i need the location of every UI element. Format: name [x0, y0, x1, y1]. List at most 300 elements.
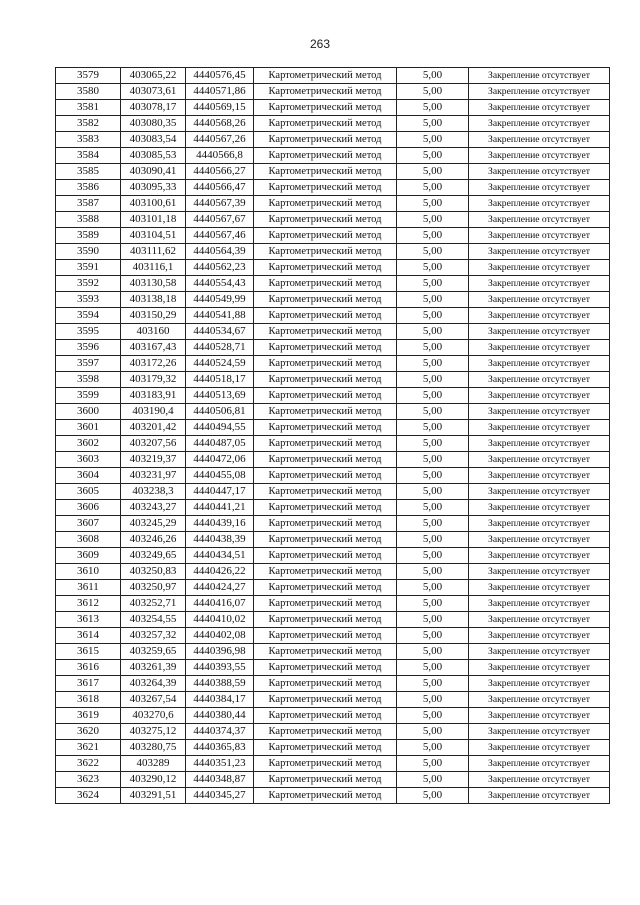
point-number-cell: 3602 — [56, 436, 121, 452]
table-row — [56, 788, 610, 804]
fixation-cell: Закрепление отсутствует — [469, 724, 610, 740]
table-row — [56, 148, 610, 164]
error-cell: 5,00 — [397, 660, 469, 676]
point-number-cell: 3591 — [56, 260, 121, 276]
page-number: 263 — [309, 37, 331, 51]
method-cell: Картометрический метод — [254, 356, 397, 372]
fixation-cell: Закрепление отсутствует — [469, 692, 610, 708]
error-cell: 5,00 — [397, 292, 469, 308]
x-coordinate-cell: 403201,42 — [121, 420, 186, 436]
point-number-cell: 3580 — [56, 84, 121, 100]
point-number-cell: 3621 — [56, 740, 121, 756]
point-number-cell: 3590 — [56, 244, 121, 260]
point-number-cell: 3581 — [56, 100, 121, 116]
x-coordinate-cell: 403138,18 — [121, 292, 186, 308]
fixation-cell: Закрепление отсутствует — [469, 324, 610, 340]
point-number-cell: 3603 — [56, 452, 121, 468]
point-number-cell: 3592 — [56, 276, 121, 292]
table-row — [56, 132, 610, 148]
error-cell: 5,00 — [397, 580, 469, 596]
table-row — [56, 628, 610, 644]
fixation-cell: Закрепление отсутствует — [469, 468, 610, 484]
table-row — [56, 772, 610, 788]
y-coordinate-cell: 4440566,27 — [186, 164, 254, 180]
method-cell: Картометрический метод — [254, 708, 397, 724]
point-number-cell: 3586 — [56, 180, 121, 196]
table-row — [56, 276, 610, 292]
table-row — [56, 580, 610, 596]
y-coordinate-cell: 4440567,46 — [186, 228, 254, 244]
x-coordinate-cell: 403280,75 — [121, 740, 186, 756]
x-coordinate-cell: 403179,32 — [121, 372, 186, 388]
y-coordinate-cell: 4440438,39 — [186, 532, 254, 548]
method-cell: Картометрический метод — [254, 324, 397, 340]
error-cell: 5,00 — [397, 244, 469, 260]
y-coordinate-cell: 4440487,05 — [186, 436, 254, 452]
y-coordinate-cell: 4440351,23 — [186, 756, 254, 772]
error-cell: 5,00 — [397, 484, 469, 500]
x-coordinate-cell: 403245,29 — [121, 516, 186, 532]
table-row — [56, 452, 610, 468]
table-row — [56, 404, 610, 420]
point-number-cell: 3606 — [56, 500, 121, 516]
table-row — [56, 84, 610, 100]
table-row — [56, 164, 610, 180]
table-row — [56, 756, 610, 772]
y-coordinate-cell: 4440567,39 — [186, 196, 254, 212]
x-coordinate-cell: 403257,32 — [121, 628, 186, 644]
fixation-cell: Закрепление отсутствует — [469, 548, 610, 564]
fixation-cell: Закрепление отсутствует — [469, 308, 610, 324]
x-coordinate-cell: 403172,26 — [121, 356, 186, 372]
y-coordinate-cell: 4440567,26 — [186, 132, 254, 148]
error-cell: 5,00 — [397, 276, 469, 292]
method-cell: Картометрический метод — [254, 564, 397, 580]
method-cell: Картометрический метод — [254, 756, 397, 772]
fixation-cell: Закрепление отсутствует — [469, 276, 610, 292]
y-coordinate-cell: 4440426,22 — [186, 564, 254, 580]
fixation-cell: Закрепление отсутствует — [469, 708, 610, 724]
x-coordinate-cell: 403238,3 — [121, 484, 186, 500]
method-cell: Картометрический метод — [254, 548, 397, 564]
method-cell: Картометрический метод — [254, 660, 397, 676]
method-cell: Картометрический метод — [254, 372, 397, 388]
y-coordinate-cell: 4440566,47 — [186, 180, 254, 196]
error-cell: 5,00 — [397, 676, 469, 692]
fixation-cell: Закрепление отсутствует — [469, 644, 610, 660]
method-cell: Картометрический метод — [254, 628, 397, 644]
method-cell: Картометрический метод — [254, 260, 397, 276]
method-cell: Картометрический метод — [254, 388, 397, 404]
y-coordinate-cell: 4440374,37 — [186, 724, 254, 740]
y-coordinate-cell: 4440348,87 — [186, 772, 254, 788]
x-coordinate-cell: 403231,97 — [121, 468, 186, 484]
table-row — [56, 596, 610, 612]
error-cell: 5,00 — [397, 228, 469, 244]
x-coordinate-cell: 403130,58 — [121, 276, 186, 292]
x-coordinate-cell: 403116,1 — [121, 260, 186, 276]
method-cell: Картометрический метод — [254, 340, 397, 356]
point-number-cell: 3623 — [56, 772, 121, 788]
x-coordinate-cell: 403275,12 — [121, 724, 186, 740]
method-cell: Картометрический метод — [254, 692, 397, 708]
fixation-cell: Закрепление отсутствует — [469, 740, 610, 756]
method-cell: Картометрический метод — [254, 116, 397, 132]
y-coordinate-cell: 4440506,81 — [186, 404, 254, 420]
error-cell: 5,00 — [397, 212, 469, 228]
y-coordinate-cell: 4440566,8 — [186, 148, 254, 164]
error-cell: 5,00 — [397, 628, 469, 644]
method-cell: Картометрический метод — [254, 436, 397, 452]
fixation-cell: Закрепление отсутствует — [469, 564, 610, 580]
point-number-cell: 3609 — [56, 548, 121, 564]
fixation-cell: Закрепление отсутствует — [469, 228, 610, 244]
table-row — [56, 516, 610, 532]
x-coordinate-cell: 403190,4 — [121, 404, 186, 420]
method-cell: Картометрический метод — [254, 132, 397, 148]
x-coordinate-cell: 403219,37 — [121, 452, 186, 468]
error-cell: 5,00 — [397, 420, 469, 436]
method-cell: Картометрический метод — [254, 404, 397, 420]
error-cell: 5,00 — [397, 164, 469, 180]
point-number-cell: 3579 — [56, 68, 121, 84]
y-coordinate-cell: 4440576,45 — [186, 68, 254, 84]
y-coordinate-cell: 4440562,23 — [186, 260, 254, 276]
point-number-cell: 3600 — [56, 404, 121, 420]
x-coordinate-cell: 403095,33 — [121, 180, 186, 196]
method-cell: Картометрический метод — [254, 164, 397, 180]
table-row — [56, 676, 610, 692]
fixation-cell: Закрепление отсутствует — [469, 484, 610, 500]
method-cell: Картометрический метод — [254, 244, 397, 260]
x-coordinate-cell: 403246,26 — [121, 532, 186, 548]
y-coordinate-cell: 4440393,55 — [186, 660, 254, 676]
fixation-cell: Закрепление отсутствует — [469, 68, 610, 84]
x-coordinate-cell: 403078,17 — [121, 100, 186, 116]
x-coordinate-cell: 403073,61 — [121, 84, 186, 100]
point-number-cell: 3598 — [56, 372, 121, 388]
method-cell: Картометрический метод — [254, 516, 397, 532]
error-cell: 5,00 — [397, 180, 469, 196]
point-number-cell: 3594 — [56, 308, 121, 324]
y-coordinate-cell: 4440365,83 — [186, 740, 254, 756]
point-number-cell: 3595 — [56, 324, 121, 340]
table-row — [56, 644, 610, 660]
fixation-cell: Закрепление отсутствует — [469, 420, 610, 436]
y-coordinate-cell: 4440541,88 — [186, 308, 254, 324]
x-coordinate-cell: 403261,39 — [121, 660, 186, 676]
fixation-cell: Закрепление отсутствует — [469, 612, 610, 628]
point-number-cell: 3614 — [56, 628, 121, 644]
point-number-cell: 3601 — [56, 420, 121, 436]
table-row — [56, 660, 610, 676]
method-cell: Картометрический метод — [254, 212, 397, 228]
error-cell: 5,00 — [397, 372, 469, 388]
fixation-cell: Закрепление отсутствует — [469, 260, 610, 276]
fixation-cell: Закрепление отсутствует — [469, 452, 610, 468]
fixation-cell: Закрепление отсутствует — [469, 180, 610, 196]
x-coordinate-cell: 403291,51 — [121, 788, 186, 804]
y-coordinate-cell: 4440472,06 — [186, 452, 254, 468]
fixation-cell: Закрепление отсутствует — [469, 148, 610, 164]
table-row — [56, 548, 610, 564]
error-cell: 5,00 — [397, 468, 469, 484]
point-number-cell: 3588 — [56, 212, 121, 228]
fixation-cell: Закрепление отсутствует — [469, 596, 610, 612]
x-coordinate-cell: 403080,35 — [121, 116, 186, 132]
y-coordinate-cell: 4440534,67 — [186, 324, 254, 340]
method-cell: Картометрический метод — [254, 276, 397, 292]
table-row — [56, 228, 610, 244]
fixation-cell: Закрепление отсутствует — [469, 340, 610, 356]
method-cell: Картометрический метод — [254, 772, 397, 788]
table-row — [56, 420, 610, 436]
x-coordinate-cell: 403104,51 — [121, 228, 186, 244]
y-coordinate-cell: 4440564,39 — [186, 244, 254, 260]
fixation-cell: Закрепление отсутствует — [469, 164, 610, 180]
y-coordinate-cell: 4440569,15 — [186, 100, 254, 116]
y-coordinate-cell: 4440388,59 — [186, 676, 254, 692]
point-number-cell: 3615 — [56, 644, 121, 660]
point-number-cell: 3582 — [56, 116, 121, 132]
table-row — [56, 116, 610, 132]
point-number-cell: 3583 — [56, 132, 121, 148]
method-cell: Картометрический метод — [254, 292, 397, 308]
point-number-cell: 3596 — [56, 340, 121, 356]
y-coordinate-cell: 4440549,99 — [186, 292, 254, 308]
method-cell: Картометрический метод — [254, 500, 397, 516]
fixation-cell: Закрепление отсутствует — [469, 244, 610, 260]
method-cell: Картометрический метод — [254, 100, 397, 116]
fixation-cell: Закрепление отсутствует — [469, 292, 610, 308]
y-coordinate-cell: 4440455,08 — [186, 468, 254, 484]
x-coordinate-cell: 403090,41 — [121, 164, 186, 180]
x-coordinate-cell: 403085,53 — [121, 148, 186, 164]
table-row — [56, 612, 610, 628]
point-number-cell: 3611 — [56, 580, 121, 596]
error-cell: 5,00 — [397, 388, 469, 404]
table-row — [56, 244, 610, 260]
point-number-cell: 3610 — [56, 564, 121, 580]
error-cell: 5,00 — [397, 500, 469, 516]
x-coordinate-cell: 403270,6 — [121, 708, 186, 724]
point-number-cell: 3605 — [56, 484, 121, 500]
point-number-cell: 3622 — [56, 756, 121, 772]
table-row — [56, 292, 610, 308]
point-number-cell: 3613 — [56, 612, 121, 628]
error-cell: 5,00 — [397, 100, 469, 116]
y-coordinate-cell: 4440554,43 — [186, 276, 254, 292]
error-cell: 5,00 — [397, 132, 469, 148]
table-row — [56, 372, 610, 388]
y-coordinate-cell: 4440447,17 — [186, 484, 254, 500]
method-cell: Картометрический метод — [254, 68, 397, 84]
point-number-cell: 3599 — [56, 388, 121, 404]
x-coordinate-cell: 403264,39 — [121, 676, 186, 692]
error-cell: 5,00 — [397, 356, 469, 372]
x-coordinate-cell: 403207,56 — [121, 436, 186, 452]
error-cell: 5,00 — [397, 532, 469, 548]
y-coordinate-cell: 4440384,17 — [186, 692, 254, 708]
fixation-cell: Закрепление отсутствует — [469, 404, 610, 420]
fixation-cell: Закрепление отсутствует — [469, 132, 610, 148]
error-cell: 5,00 — [397, 724, 469, 740]
point-number-cell: 3597 — [56, 356, 121, 372]
error-cell: 5,00 — [397, 740, 469, 756]
method-cell: Картометрический метод — [254, 468, 397, 484]
error-cell: 5,00 — [397, 260, 469, 276]
table-row — [56, 468, 610, 484]
point-number-cell: 3617 — [56, 676, 121, 692]
point-number-cell: 3584 — [56, 148, 121, 164]
point-number-cell: 3619 — [56, 708, 121, 724]
x-coordinate-cell: 403183,91 — [121, 388, 186, 404]
method-cell: Картометрический метод — [254, 532, 397, 548]
y-coordinate-cell: 4440571,86 — [186, 84, 254, 100]
x-coordinate-cell: 403167,43 — [121, 340, 186, 356]
point-number-cell: 3620 — [56, 724, 121, 740]
method-cell: Картометрический метод — [254, 740, 397, 756]
fixation-cell: Закрепление отсутствует — [469, 756, 610, 772]
fixation-cell: Закрепление отсутствует — [469, 212, 610, 228]
table-row — [56, 68, 610, 84]
x-coordinate-cell: 403101,18 — [121, 212, 186, 228]
error-cell: 5,00 — [397, 644, 469, 660]
x-coordinate-cell: 403249,65 — [121, 548, 186, 564]
error-cell: 5,00 — [397, 548, 469, 564]
y-coordinate-cell: 4440528,71 — [186, 340, 254, 356]
y-coordinate-cell: 4440416,07 — [186, 596, 254, 612]
x-coordinate-cell: 403290,12 — [121, 772, 186, 788]
method-cell: Картометрический метод — [254, 84, 397, 100]
table-row — [56, 740, 610, 756]
x-coordinate-cell: 403150,29 — [121, 308, 186, 324]
point-number-cell: 3624 — [56, 788, 121, 804]
x-coordinate-cell: 403289 — [121, 756, 186, 772]
error-cell: 5,00 — [397, 436, 469, 452]
table-row — [56, 436, 610, 452]
y-coordinate-cell: 4440518,17 — [186, 372, 254, 388]
y-coordinate-cell: 4440424,27 — [186, 580, 254, 596]
x-coordinate-cell: 403083,54 — [121, 132, 186, 148]
x-coordinate-cell: 403160 — [121, 324, 186, 340]
y-coordinate-cell: 4440380,44 — [186, 708, 254, 724]
point-number-cell: 3585 — [56, 164, 121, 180]
y-coordinate-cell: 4440396,98 — [186, 644, 254, 660]
point-number-cell: 3618 — [56, 692, 121, 708]
y-coordinate-cell: 4440345,27 — [186, 788, 254, 804]
y-coordinate-cell: 4440439,16 — [186, 516, 254, 532]
point-number-cell: 3593 — [56, 292, 121, 308]
table-row — [56, 388, 610, 404]
table-row — [56, 212, 610, 228]
error-cell: 5,00 — [397, 708, 469, 724]
x-coordinate-cell: 403065,22 — [121, 68, 186, 84]
error-cell: 5,00 — [397, 788, 469, 804]
method-cell: Картометрический метод — [254, 180, 397, 196]
x-coordinate-cell: 403267,54 — [121, 692, 186, 708]
point-number-cell: 3604 — [56, 468, 121, 484]
fixation-cell: Закрепление отсутствует — [469, 372, 610, 388]
y-coordinate-cell: 4440567,67 — [186, 212, 254, 228]
point-number-cell: 3587 — [56, 196, 121, 212]
point-number-cell: 3616 — [56, 660, 121, 676]
table-row — [56, 692, 610, 708]
point-number-cell: 3607 — [56, 516, 121, 532]
error-cell: 5,00 — [397, 196, 469, 212]
table-row — [56, 260, 610, 276]
fixation-cell: Закрепление отсутствует — [469, 436, 610, 452]
table-row — [56, 500, 610, 516]
error-cell: 5,00 — [397, 612, 469, 628]
method-cell: Картометрический метод — [254, 420, 397, 436]
x-coordinate-cell: 403254,55 — [121, 612, 186, 628]
fixation-cell: Закрепление отсутствует — [469, 676, 610, 692]
table-row — [56, 340, 610, 356]
y-coordinate-cell: 4440441,21 — [186, 500, 254, 516]
error-cell: 5,00 — [397, 596, 469, 612]
error-cell: 5,00 — [397, 452, 469, 468]
method-cell: Картометрический метод — [254, 228, 397, 244]
error-cell: 5,00 — [397, 692, 469, 708]
fixation-cell: Закрепление отсутствует — [469, 356, 610, 372]
method-cell: Картометрический метод — [254, 596, 397, 612]
fixation-cell: Закрепление отсутствует — [469, 388, 610, 404]
method-cell: Картометрический метод — [254, 196, 397, 212]
table-row — [56, 532, 610, 548]
fixation-cell: Закрепление отсутствует — [469, 628, 610, 644]
point-number-cell: 3589 — [56, 228, 121, 244]
fixation-cell: Закрепление отсутствует — [469, 532, 610, 548]
x-coordinate-cell: 403252,71 — [121, 596, 186, 612]
table-row — [56, 484, 610, 500]
point-number-cell: 3612 — [56, 596, 121, 612]
table-row — [56, 564, 610, 580]
table-row — [56, 356, 610, 372]
point-number-cell: 3608 — [56, 532, 121, 548]
method-cell: Картометрический метод — [254, 452, 397, 468]
fixation-cell: Закрепление отсутствует — [469, 516, 610, 532]
y-coordinate-cell: 4440402,08 — [186, 628, 254, 644]
method-cell: Картометрический метод — [254, 788, 397, 804]
fixation-cell: Закрепление отсутствует — [469, 660, 610, 676]
method-cell: Картометрический метод — [254, 308, 397, 324]
table-row — [56, 724, 610, 740]
table-row — [56, 708, 610, 724]
table-row — [56, 196, 610, 212]
error-cell: 5,00 — [397, 340, 469, 356]
fixation-cell: Закрепление отсутствует — [469, 788, 610, 804]
error-cell: 5,00 — [397, 68, 469, 84]
fixation-cell: Закрепление отсутствует — [469, 100, 610, 116]
y-coordinate-cell: 4440494,55 — [186, 420, 254, 436]
error-cell: 5,00 — [397, 772, 469, 788]
error-cell: 5,00 — [397, 756, 469, 772]
y-coordinate-cell: 4440524,59 — [186, 356, 254, 372]
error-cell: 5,00 — [397, 324, 469, 340]
x-coordinate-cell: 403259,65 — [121, 644, 186, 660]
y-coordinate-cell: 4440434,51 — [186, 548, 254, 564]
x-coordinate-cell: 403100,61 — [121, 196, 186, 212]
method-cell: Картометрический метод — [254, 148, 397, 164]
error-cell: 5,00 — [397, 516, 469, 532]
method-cell: Картометрический метод — [254, 644, 397, 660]
table-row — [56, 100, 610, 116]
error-cell: 5,00 — [397, 84, 469, 100]
method-cell: Картометрический метод — [254, 612, 397, 628]
method-cell: Картометрический метод — [254, 676, 397, 692]
table-row — [56, 180, 610, 196]
